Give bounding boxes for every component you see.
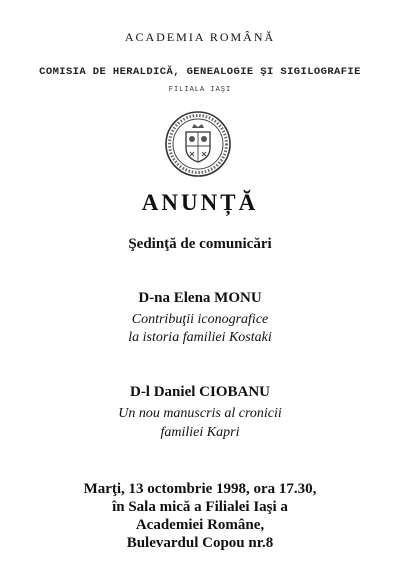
presentation-title-line: la istoria familiei Kostaki: [128, 330, 272, 345]
presentation-title-line: Un nou manuscris al cronicii: [118, 406, 282, 421]
announcement-title: ANUNȚĂ: [141, 190, 259, 215]
branch-name: FILIALA IAŞI: [168, 86, 232, 94]
event-date-time: Marţi, 13 octombrie 1998, ora 17.30,: [83, 481, 317, 497]
event-location: Academiei Române,: [135, 517, 265, 533]
institution-name: ACADEMIA ROMÂNĂ: [124, 30, 276, 44]
presentation-title-line: Contribuţii iconografice: [131, 312, 269, 327]
presentation-title-line: familiei Kapri: [160, 425, 240, 440]
speaker-name: D-l Daniel CIOBANU: [129, 384, 270, 400]
event-location: în Sala mică a Filialei Iaşi a: [112, 499, 288, 515]
speaker-name: D-na Elena MONU: [138, 290, 262, 306]
event-type: Şedinţă de comunicări: [128, 236, 272, 252]
commission-name: COMISIA DE HERALDICĂ, GENEALOGIE ŞI SIGILOGRAFIE: [39, 66, 361, 78]
seal-emblem-icon: [164, 110, 232, 178]
event-address: Bulevardul Copou nr.8: [126, 535, 274, 551]
